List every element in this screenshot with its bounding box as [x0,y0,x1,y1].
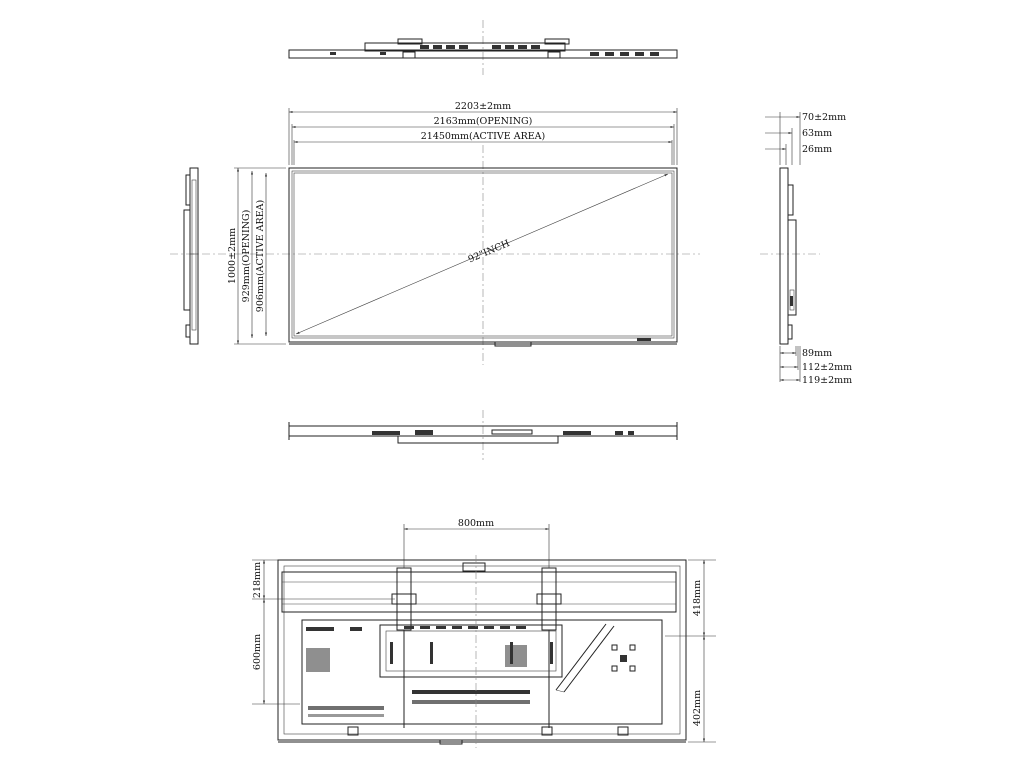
vesa-height-label: 600mm [252,633,263,671]
bottom-depth-c-label: 119±2mm [802,375,853,386]
overall-width-label: 2203±2mm [454,101,512,112]
depth-total-label: 70±2mm [802,112,847,123]
rear-view [252,518,716,748]
depth-min-label: 26mm [802,144,833,155]
right-side-view [760,112,852,386]
bottom-depth-a-label: 89mm [802,348,833,359]
top-view [289,20,677,75]
active-width-label: 21450mm(ACTIVE AREA) [420,131,546,142]
bottom-depth-b-label: 112±2mm [802,362,853,373]
front-view [170,101,700,365]
bottom-view [289,410,677,460]
diagonal-label: 92"INCH [466,238,512,266]
vent-grilles [306,627,530,717]
opening-width-label: 2163mm(OPENING) [433,116,533,127]
top-offset-label: 218mm [252,561,263,599]
active-height-label: 906mm(ACTIVE AREA) [255,199,266,313]
vesa-holes [390,626,553,664]
vesa-width-label: 800mm [457,518,495,529]
overall-height-label: 1000±2mm [227,227,238,285]
left-side-view [184,168,198,344]
right-bottom-label: 402mm [692,689,703,727]
opening-height-label: 929mm(OPENING) [241,209,252,303]
right-top-label: 418mm [692,579,703,617]
depth-mid-label: 63mm [802,128,833,139]
rear-chassis [278,560,686,740]
